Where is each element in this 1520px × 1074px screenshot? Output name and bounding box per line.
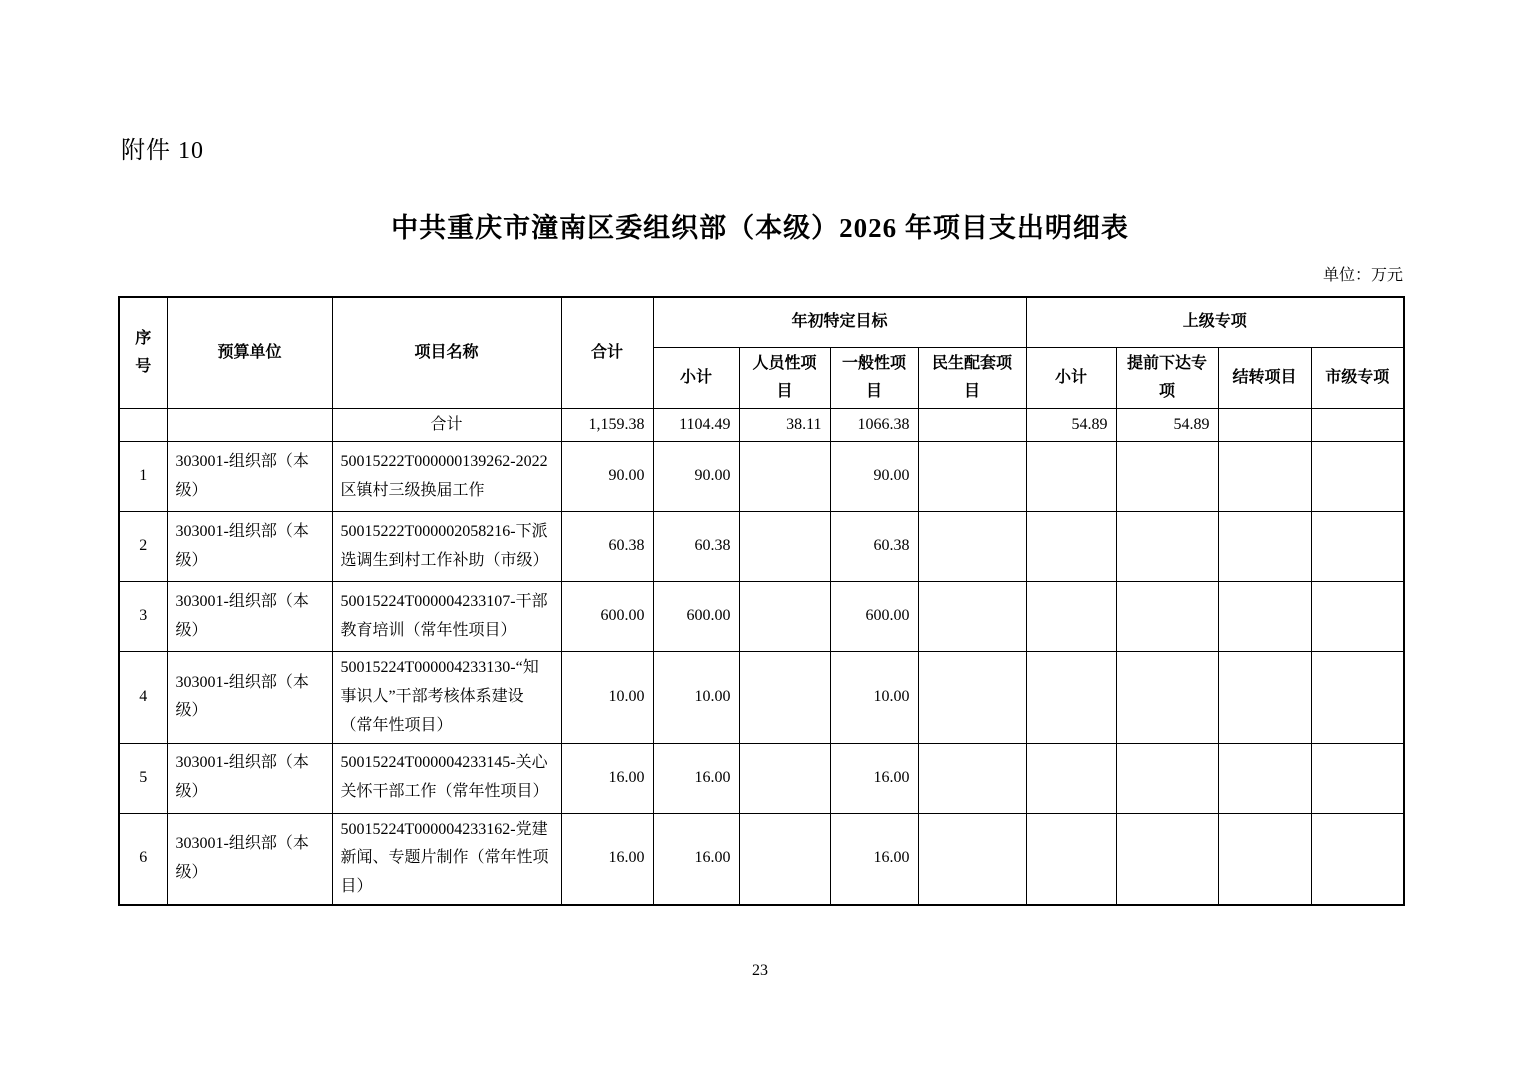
s-subtotal-cell xyxy=(1026,813,1116,905)
budget-unit-cell xyxy=(167,408,332,442)
s-advance-cell xyxy=(1116,652,1218,743)
y-personnel-cell xyxy=(739,743,830,813)
y-livelihood-cell xyxy=(918,408,1026,442)
y-subtotal-cell: 16.00 xyxy=(653,813,739,905)
col-header-project-name: 项目名称 xyxy=(332,297,561,408)
y-livelihood-cell xyxy=(918,442,1026,512)
y-subtotal-cell: 60.38 xyxy=(653,512,739,582)
col-header-y-livelihood: 民生配套项目 xyxy=(918,347,1026,408)
col-header-total: 合计 xyxy=(561,297,653,408)
y-general-cell: 1066.38 xyxy=(830,408,918,442)
total-value-cell: 16.00 xyxy=(561,743,653,813)
project-name-cell: 50015224T000004233145-关心关怀干部工作（常年性项目） xyxy=(332,743,561,813)
table-row xyxy=(119,652,1404,743)
col-header-s-advance: 提前下达专项 xyxy=(1116,347,1218,408)
s-carryover-cell xyxy=(1218,408,1311,442)
header-row-groups xyxy=(119,297,1404,347)
s-subtotal-cell xyxy=(1026,512,1116,582)
y-subtotal-cell: 90.00 xyxy=(653,442,739,512)
col-header-s-municipal: 市级专项 xyxy=(1311,347,1404,408)
s-subtotal-cell xyxy=(1026,652,1116,743)
group-header-superior-special: 上级专项 xyxy=(1026,297,1404,347)
y-general-cell: 90.00 xyxy=(830,442,918,512)
y-livelihood-cell xyxy=(918,512,1026,582)
row-number-cell xyxy=(119,408,167,442)
y-general-cell: 16.00 xyxy=(830,743,918,813)
col-header-s-subtotal: 小计 xyxy=(1026,347,1116,408)
budget-table xyxy=(118,296,1405,906)
col-header-y-general: 一般性项目 xyxy=(830,347,918,408)
s-municipal-cell xyxy=(1311,512,1404,582)
s-advance-cell xyxy=(1116,582,1218,652)
project-name-cell: 50015222T000002058216-下派选调生到村工作补助（市级） xyxy=(332,512,561,582)
table-row xyxy=(119,512,1404,582)
project-name-cell: 50015224T000004233107-干部教育培训（常年性项目） xyxy=(332,582,561,652)
y-subtotal-cell: 16.00 xyxy=(653,743,739,813)
s-municipal-cell xyxy=(1311,813,1404,905)
s-subtotal-cell: 54.89 xyxy=(1026,408,1116,442)
y-livelihood-cell xyxy=(918,652,1026,743)
y-general-cell: 16.00 xyxy=(830,813,918,905)
s-carryover-cell xyxy=(1218,512,1311,582)
y-livelihood-cell xyxy=(918,813,1026,905)
table-row xyxy=(119,813,1404,905)
row-number-cell: 6 xyxy=(119,813,167,905)
s-carryover-cell xyxy=(1218,813,1311,905)
s-carryover-cell xyxy=(1218,652,1311,743)
s-municipal-cell xyxy=(1311,582,1404,652)
budget-unit-cell: 303001-组织部（本级） xyxy=(167,743,332,813)
y-subtotal-cell: 1104.49 xyxy=(653,408,739,442)
row-number-cell: 1 xyxy=(119,442,167,512)
project-name-cell: 50015224T000004233130-“知事识人”干部考核体系建设（常年性项目） xyxy=(332,652,561,743)
budget-unit-cell: 303001-组织部（本级） xyxy=(167,512,332,582)
total-value-cell: 16.00 xyxy=(561,813,653,905)
row-number-cell: 4 xyxy=(119,652,167,743)
s-carryover-cell xyxy=(1218,743,1311,813)
group-header-year-begin-targets: 年初特定目标 xyxy=(653,297,1026,347)
project-name-cell: 50015224T000004233162-党建新闻、专题片制作（常年性项目） xyxy=(332,813,561,905)
total-value-cell: 10.00 xyxy=(561,652,653,743)
total-value-cell: 90.00 xyxy=(561,442,653,512)
s-municipal-cell xyxy=(1311,408,1404,442)
budget-unit-cell: 303001-组织部（本级） xyxy=(167,652,332,743)
s-advance-cell xyxy=(1116,442,1218,512)
y-personnel-cell: 38.11 xyxy=(739,408,830,442)
page-title: 中共重庆市潼南区委组织部（本级）2026 年项目支出明细表 xyxy=(391,213,1129,243)
y-personnel-cell xyxy=(739,512,830,582)
budget-unit-cell: 303001-组织部（本级） xyxy=(167,813,332,905)
table-row xyxy=(119,743,1404,813)
s-municipal-cell xyxy=(1311,442,1404,512)
col-header-y-subtotal: 小计 xyxy=(653,347,739,408)
s-municipal-cell xyxy=(1311,652,1404,743)
total-value-cell: 1,159.38 xyxy=(561,408,653,442)
y-personnel-cell xyxy=(739,582,830,652)
s-carryover-cell xyxy=(1218,442,1311,512)
page-number: 23 xyxy=(752,962,768,979)
s-advance-cell: 54.89 xyxy=(1116,408,1218,442)
row-number-cell: 2 xyxy=(119,512,167,582)
budget-unit-cell: 303001-组织部（本级） xyxy=(167,582,332,652)
s-advance-cell xyxy=(1116,512,1218,582)
y-personnel-cell xyxy=(739,442,830,512)
y-general-cell: 60.38 xyxy=(830,512,918,582)
s-advance-cell xyxy=(1116,743,1218,813)
total-value-cell: 600.00 xyxy=(561,582,653,652)
s-subtotal-cell xyxy=(1026,442,1116,512)
col-header-s-carryover: 结转项目 xyxy=(1218,347,1311,408)
total-row xyxy=(119,408,1404,442)
col-header-y-personnel: 人员性项目 xyxy=(739,347,830,408)
total-label-cell: 合计 xyxy=(332,408,561,442)
y-personnel-cell xyxy=(739,813,830,905)
s-municipal-cell xyxy=(1311,743,1404,813)
y-general-cell: 600.00 xyxy=(830,582,918,652)
table-row xyxy=(119,582,1404,652)
row-number-cell: 3 xyxy=(119,582,167,652)
y-subtotal-cell: 10.00 xyxy=(653,652,739,743)
y-livelihood-cell xyxy=(918,743,1026,813)
y-personnel-cell xyxy=(739,652,830,743)
y-general-cell: 10.00 xyxy=(830,652,918,743)
unit-note: 单位：万元 xyxy=(1322,267,1403,284)
y-livelihood-cell xyxy=(918,582,1026,652)
row-number-cell: 5 xyxy=(119,743,167,813)
attachment-label: 附件 10 xyxy=(121,138,204,164)
col-header-budget-unit: 预算单位 xyxy=(167,297,332,408)
s-advance-cell xyxy=(1116,813,1218,905)
s-subtotal-cell xyxy=(1026,582,1116,652)
project-name-cell: 50015222T000000139262-2022区镇村三级换届工作 xyxy=(332,442,561,512)
budget-unit-cell: 303001-组织部（本级） xyxy=(167,442,332,512)
s-subtotal-cell xyxy=(1026,743,1116,813)
total-value-cell: 60.38 xyxy=(561,512,653,582)
col-header-serial: 序号 xyxy=(119,297,167,408)
y-subtotal-cell: 600.00 xyxy=(653,582,739,652)
table-row xyxy=(119,442,1404,512)
s-carryover-cell xyxy=(1218,582,1311,652)
